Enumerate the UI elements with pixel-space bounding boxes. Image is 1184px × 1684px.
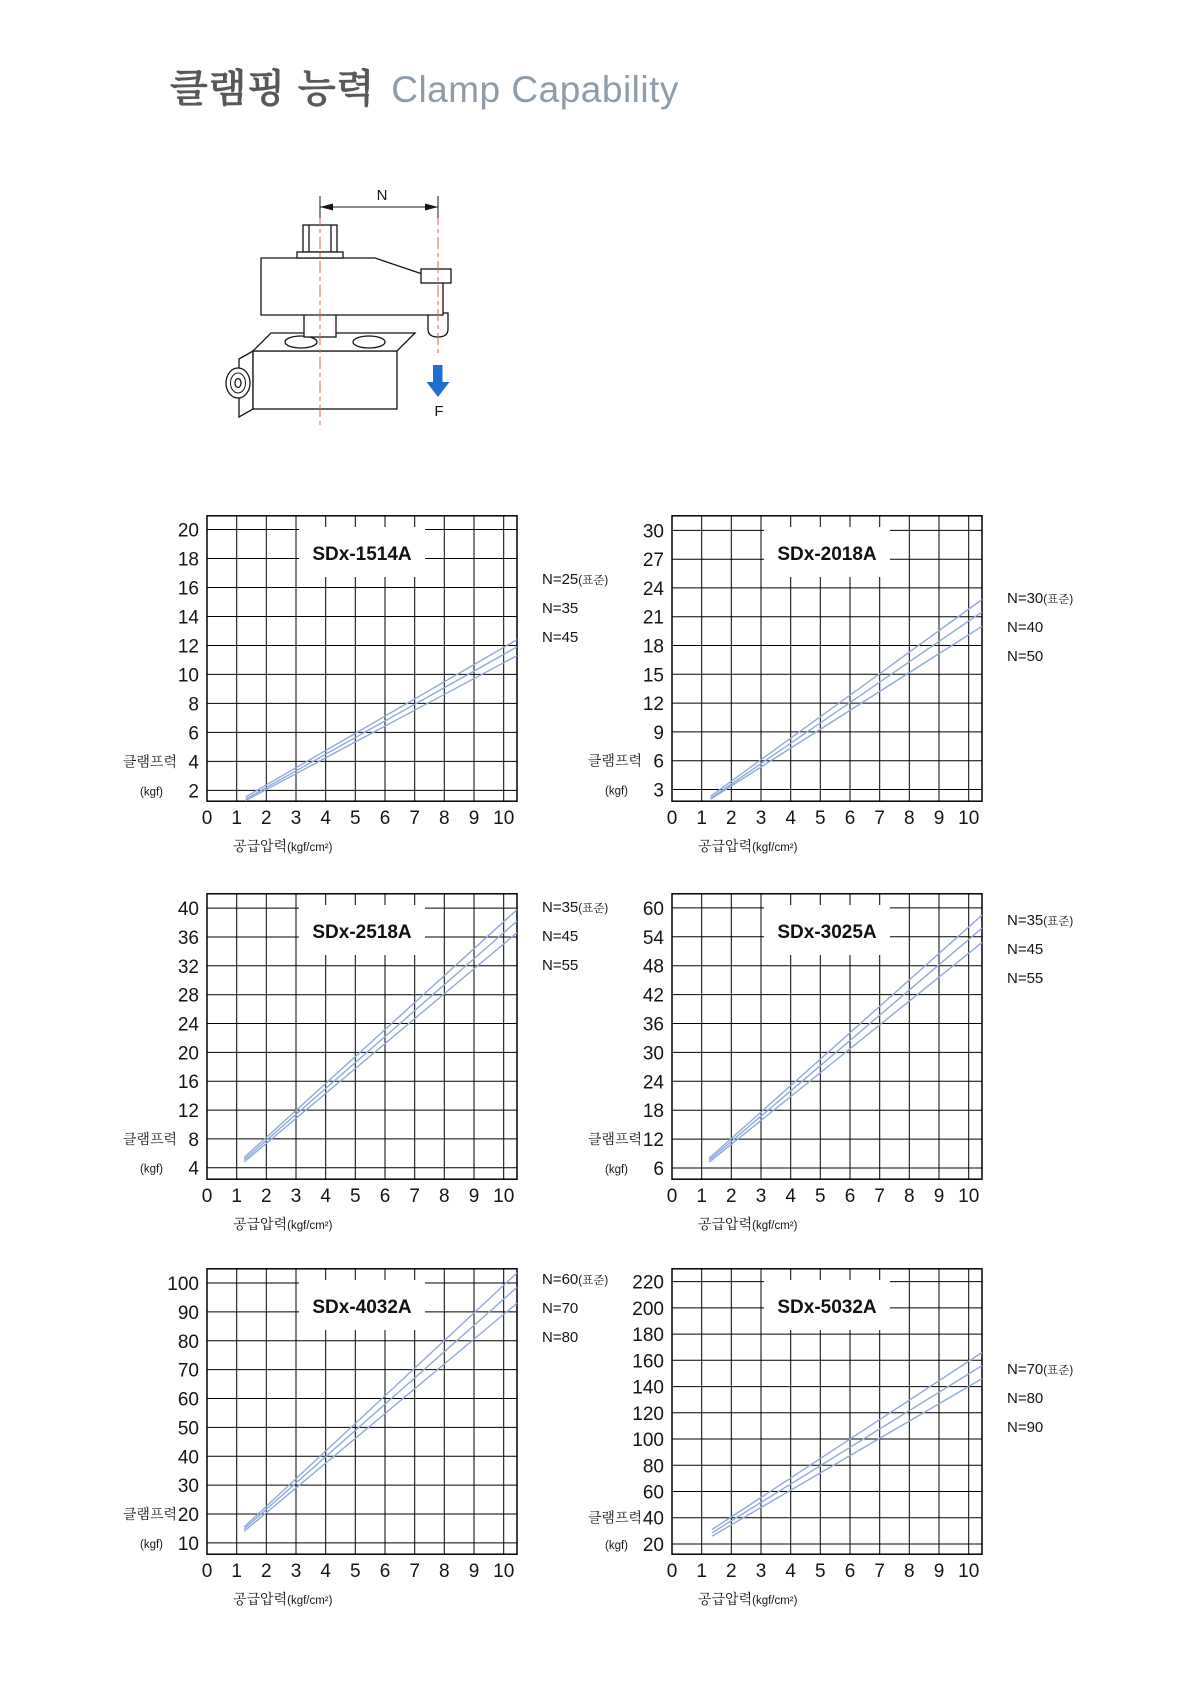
x-tick-label: 8: [904, 1186, 915, 1207]
clamp-arm: [261, 225, 451, 337]
y-tick-label: 24: [642, 1072, 664, 1094]
y-tick-label: 160: [632, 1351, 664, 1373]
x-tick-label: 10: [958, 808, 980, 829]
x-tick-label: 2: [726, 808, 737, 829]
legend-entry: N=35(표준): [542, 899, 609, 916]
x-tick-label: 10: [493, 808, 515, 829]
series-line: [712, 1366, 982, 1533]
x-tick-label: 5: [350, 1561, 361, 1582]
chart-title: SDx-1514A: [312, 544, 412, 565]
y-axis-unit: (kgf): [140, 1538, 163, 1551]
y-tick-label: 16: [177, 578, 199, 600]
x-tick-label: 1: [696, 808, 707, 829]
page-title: [170, 58, 679, 114]
y-tick-label: 12: [642, 694, 664, 716]
y-tick-label: 50: [177, 1418, 199, 1440]
legend-entry: N=35(표준): [1007, 912, 1074, 929]
page-title-korean: 클램핑 능력: [170, 68, 376, 111]
clamp-diagram: [205, 183, 463, 435]
y-tick-label: 120: [632, 1403, 664, 1425]
y-tick-label: 30: [642, 1043, 664, 1065]
force-f-label: F: [434, 403, 444, 420]
y-tick-label: 40: [642, 1508, 664, 1530]
y-tick-label: 70: [177, 1360, 199, 1382]
x-tick-label: 9: [468, 1561, 480, 1582]
legend-entry: N=55: [542, 957, 579, 974]
x-tick-label: 7: [874, 1561, 885, 1582]
x-tick-label: 1: [231, 808, 242, 829]
x-tick-label: 2: [261, 1561, 272, 1582]
page-title-english: Clamp Capability: [391, 69, 679, 110]
x-tick-label: 0: [666, 1186, 678, 1207]
y-tick-label: 14: [177, 607, 199, 629]
legend-entry: N=55: [1007, 970, 1044, 987]
x-tick-label: 6: [379, 808, 391, 829]
series-line: [244, 921, 517, 1160]
y-tick-label: 32: [177, 956, 199, 978]
legend-entry: N=80: [1007, 1390, 1044, 1407]
y-tick-label: 10: [177, 1533, 199, 1555]
y-tick-label: 200: [632, 1298, 664, 1320]
dimension-n-label: N: [376, 187, 388, 204]
y-tick-label: 100: [167, 1274, 199, 1295]
y-tick-label: 24: [177, 1014, 199, 1036]
x-tick-label: 5: [815, 1561, 826, 1582]
chart-SDx-2518A: [107, 893, 612, 1243]
x-tick-label: 10: [493, 1561, 515, 1582]
y-tick-label: 80: [177, 1331, 199, 1353]
x-tick-label: 4: [785, 1561, 796, 1582]
y-tick-label: 27: [642, 550, 664, 572]
legend-entry: N=70: [542, 1300, 579, 1317]
y-tick-label: 12: [177, 1101, 199, 1123]
chart-SDx-3025A: [572, 893, 1077, 1243]
x-tick-label: 3: [290, 1186, 302, 1207]
y-tick-label: 60: [177, 1389, 199, 1411]
series-line: [711, 626, 982, 799]
y-axis-title: 클램프력: [122, 1506, 177, 1522]
x-tick-label: 9: [468, 808, 480, 829]
y-axis-unit: (kgf): [605, 1540, 628, 1552]
legend-entry: N=25(표준): [542, 571, 609, 588]
y-axis-unit: (kgf): [140, 1163, 163, 1176]
x-tick-label: 10: [958, 1561, 980, 1582]
y-tick-label: 90: [177, 1302, 199, 1324]
legend-entry: N=45: [542, 629, 579, 646]
y-tick-label: 16: [177, 1072, 199, 1094]
chart-SDx-4032A: [107, 1268, 612, 1618]
x-tick-label: 4: [320, 1186, 331, 1207]
x-tick-label: 7: [874, 1186, 885, 1207]
series-line: [712, 1353, 982, 1530]
y-tick-label: 48: [642, 956, 664, 978]
legend-entry: N=90: [1007, 1419, 1044, 1436]
x-tick-label: 7: [874, 808, 885, 829]
y-axis-unit: (kgf): [605, 1164, 628, 1176]
x-tick-label: 3: [755, 808, 767, 829]
y-tick-label: 4: [188, 1158, 199, 1180]
clamp-pad: [421, 269, 451, 283]
x-axis-title: 공급압력(kgf/cm²): [233, 838, 333, 854]
x-tick-label: 4: [785, 1186, 796, 1207]
y-tick-label: 12: [177, 636, 199, 658]
x-tick-label: 6: [379, 1186, 391, 1207]
y-tick-label: 6: [653, 751, 664, 773]
y-tick-label: 60: [642, 1482, 664, 1504]
y-tick-label: 3: [653, 780, 664, 802]
x-tick-label: 5: [815, 1186, 826, 1207]
y-tick-label: 24: [642, 578, 664, 600]
y-axis-title: 클램프력: [587, 1509, 642, 1526]
x-tick-label: 0: [666, 808, 678, 829]
y-tick-label: 140: [632, 1377, 664, 1399]
x-tick-label: 10: [958, 1186, 980, 1207]
x-tick-label: 3: [290, 808, 302, 829]
y-tick-label: 12: [642, 1130, 664, 1152]
y-tick-label: 220: [632, 1272, 664, 1294]
series-line: [246, 656, 517, 801]
chart-title: SDx-5032A: [777, 1297, 877, 1318]
x-axis-title: 공급압력(kgf/cm²): [233, 1216, 333, 1232]
y-tick-label: 80: [642, 1456, 664, 1478]
x-tick-label: 9: [933, 1561, 945, 1582]
x-tick-label: 8: [439, 1186, 450, 1207]
y-tick-label: 8: [188, 694, 199, 716]
y-axis-title: 클램프력: [587, 752, 642, 769]
x-tick-label: 8: [904, 1561, 915, 1582]
y-tick-label: 30: [177, 1476, 199, 1498]
x-tick-label: 3: [755, 1561, 767, 1582]
chart-SDx-1514A: [107, 515, 612, 865]
y-tick-label: 42: [642, 985, 664, 1007]
chart-title: SDx-2518A: [312, 922, 412, 943]
x-tick-label: 1: [696, 1561, 707, 1582]
x-tick-label: 2: [261, 1186, 272, 1207]
y-tick-label: 36: [177, 928, 199, 949]
y-tick-label: 10: [177, 665, 199, 687]
y-axis-title: 클램프력: [122, 753, 177, 770]
y-tick-label: 20: [177, 1505, 199, 1526]
y-tick-label: 6: [653, 1159, 664, 1180]
x-tick-label: 8: [439, 1561, 450, 1582]
legend-entry: N=45: [542, 928, 579, 945]
y-axis-unit: (kgf): [605, 785, 628, 798]
x-tick-label: 2: [261, 808, 272, 829]
series-line: [244, 933, 517, 1162]
legend-entry: N=50: [1007, 648, 1044, 665]
legend-entry: N=45: [1007, 941, 1044, 958]
chart-SDx-5032A: [572, 1268, 1077, 1618]
x-tick-label: 9: [933, 1186, 945, 1207]
y-tick-label: 36: [642, 1014, 664, 1036]
y-axis-unit: (kgf): [140, 786, 163, 799]
x-tick-label: 7: [409, 1561, 420, 1582]
legend-entry: N=40: [1007, 619, 1044, 636]
y-tick-label: 20: [642, 1535, 664, 1556]
y-tick-label: 40: [177, 1447, 199, 1469]
chart-SDx-2018A: [572, 515, 1077, 865]
x-axis-title: 공급압력(kgf/cm²): [698, 838, 798, 854]
x-tick-label: 6: [379, 1561, 391, 1582]
y-tick-label: 6: [188, 723, 199, 745]
x-tick-label: 10: [493, 1186, 515, 1207]
y-tick-label: 180: [632, 1325, 664, 1347]
y-tick-label: 18: [642, 636, 664, 658]
legend-entry: N=70(표준): [1007, 1361, 1074, 1378]
x-tick-label: 7: [409, 808, 420, 829]
y-tick-label: 15: [642, 665, 664, 687]
series-line: [712, 1379, 982, 1536]
x-tick-label: 9: [468, 1186, 480, 1207]
y-axis-title: 클램프력: [122, 1130, 177, 1147]
x-tick-label: 0: [666, 1561, 678, 1582]
y-tick-label: 18: [177, 549, 199, 571]
series-line: [246, 647, 517, 799]
x-tick-label: 3: [290, 1561, 302, 1582]
x-tick-label: 5: [350, 808, 361, 829]
legend-entry: N=80: [542, 1329, 579, 1346]
legend-entry: N=35: [542, 600, 579, 617]
y-tick-label: 20: [177, 1043, 199, 1065]
x-tick-label: 6: [844, 1561, 856, 1582]
x-tick-label: 3: [755, 1186, 767, 1207]
y-tick-label: 30: [642, 521, 664, 543]
legend-entry: N=60(표준): [542, 1271, 609, 1288]
y-tick-label: 54: [642, 927, 664, 949]
x-tick-label: 9: [933, 808, 945, 829]
y-tick-label: 4: [188, 752, 199, 774]
y-tick-label: 9: [653, 722, 664, 744]
chart-title: SDx-3025A: [777, 922, 877, 943]
series-line: [244, 1303, 517, 1531]
x-tick-label: 1: [696, 1186, 707, 1207]
x-tick-label: 6: [844, 1186, 856, 1207]
y-tick-label: 40: [177, 899, 199, 921]
y-tick-label: 28: [177, 985, 199, 1007]
x-axis-title: 공급압력(kgf/cm²): [698, 1591, 798, 1607]
y-tick-label: 18: [642, 1101, 664, 1123]
chart-title: SDx-2018A: [777, 544, 877, 565]
dimension-n: [320, 187, 438, 218]
x-tick-label: 2: [726, 1186, 737, 1207]
x-tick-label: 8: [904, 808, 915, 829]
x-tick-label: 4: [320, 808, 331, 829]
y-axis-title: 클램프력: [587, 1131, 642, 1148]
y-tick-label: 8: [188, 1129, 199, 1151]
x-tick-label: 1: [231, 1186, 242, 1207]
x-axis-title: 공급압력(kgf/cm²): [698, 1216, 798, 1232]
y-tick-label: 60: [642, 898, 664, 920]
x-tick-label: 5: [350, 1186, 361, 1207]
legend-entry: N=30(표준): [1007, 590, 1074, 607]
y-tick-label: 20: [177, 520, 199, 542]
y-tick-label: 21: [642, 607, 664, 629]
x-tick-label: 6: [844, 808, 856, 829]
y-tick-label: 100: [632, 1430, 664, 1451]
series-line: [711, 600, 982, 797]
chart-title: SDx-4032A: [312, 1297, 412, 1318]
x-tick-label: 4: [785, 808, 796, 829]
x-tick-label: 2: [726, 1561, 737, 1582]
series-line: [709, 928, 982, 1160]
y-tick-label: 2: [188, 781, 199, 803]
x-tick-label: 5: [815, 808, 826, 829]
force-arrow-icon: [427, 365, 450, 420]
series-line: [246, 640, 517, 797]
x-tick-label: 0: [201, 1561, 213, 1582]
x-tick-label: 0: [201, 808, 213, 829]
x-tick-label: 7: [409, 1186, 420, 1207]
x-tick-label: 8: [439, 808, 450, 829]
x-tick-label: 0: [201, 1186, 213, 1207]
series-line: [711, 612, 982, 798]
x-tick-label: 4: [320, 1561, 331, 1582]
x-axis-title: 공급압력(kgf/cm²): [233, 1591, 333, 1607]
x-tick-label: 1: [231, 1561, 242, 1582]
